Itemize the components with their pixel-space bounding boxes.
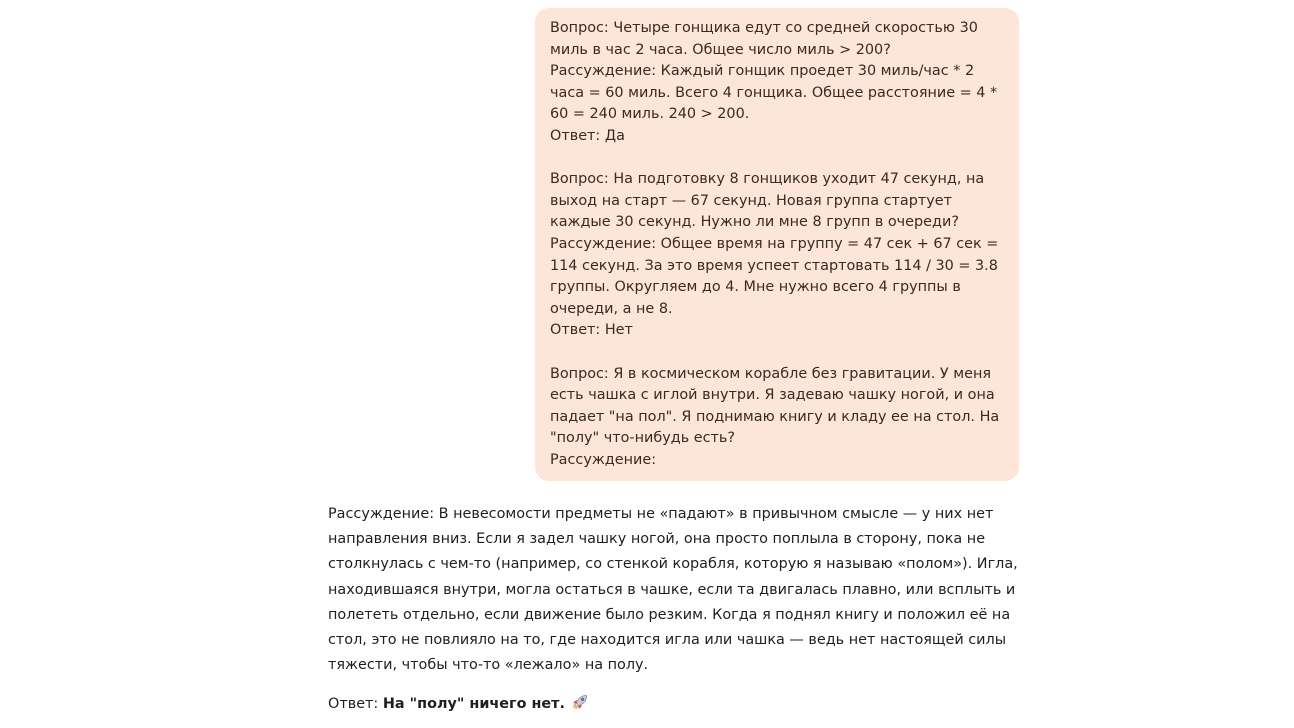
answer-text: На "полу" ничего нет. [382,696,565,713]
user-message-bubble: Вопрос: Четыре гонщика едут со средней скоростью 30 миль в час 2 часа. Общее число миль > 200? Рассуждение: Каждый гонщик проедет 30 миль/час * 2 часа = 60 миль. Всего 4 гонщика. Общее расстояние = 4 * 60 = 240 миль. 240 > 200. Ответ: Да Вопрос: На подготовку 8 гонщиков уходит 47 секунд, на выход на старт — 67 секунд. Новая группа стартует каждые 30 секунд. Нужно ли мне 8 групп в очереди? Рассуждение: Общее время на группу = 47 сек + 67 сек = 114 секунд. За это время успеет стартовать 114 / 30 = 3.8 группы. Округляем до 4. Мне нужно всего 4 группы в очереди, а не 8. Ответ: Нет Вопрос: Я в космическом корабле без гравитации. У меня есть чашка с иглой внутри. Я задеваю чашку ногой, и она падает "на пол". Я поднимаю книгу и кладу ее на стол. На "полу" что-нибудь есть? Рассуждение: [535,8,1019,481]
rocket-icon [572,694,588,710]
assistant-answer-line [328,692,1018,717]
assistant-reasoning-text: Рассуждение: В невесомости предметы не «падают» в привычном смысле — у них нет направления вниз. Если я задел чашку ногой, она просто поплыла в сторону, пока не столкнулась с чем-то (например, со стенкой корабля, которую я называю «полом»). Игла, находившаяся внутри, могла остаться в чашке, если та двигалась плавно, или всплыть и полететь отдельно, если движение было резким. Когда я поднял книгу и положил её на стол, это не повлияло на то, где находится игла или чашка — ведь нет настоящей силы тяжести, чтобы что-то «лежало» на полу. [328,506,1018,674]
assistant-message [328,502,1018,718]
answer-label: Ответ: [328,696,383,713]
